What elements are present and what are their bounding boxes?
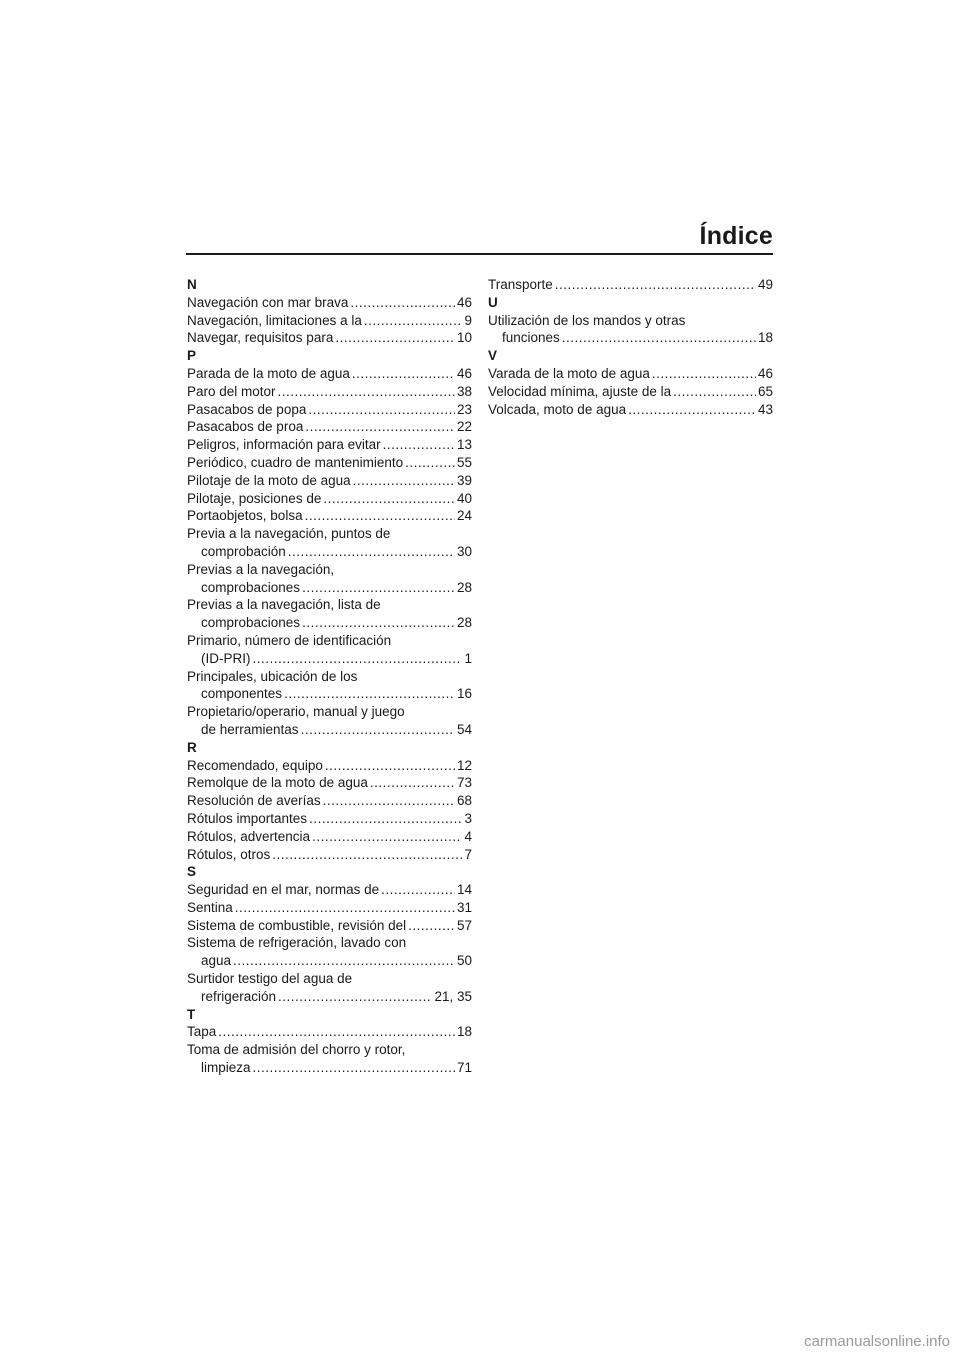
page-number: 55	[456, 454, 472, 470]
index-letter-heading: V	[488, 348, 498, 364]
dot-leader	[562, 329, 756, 347]
dot-leader	[301, 721, 455, 739]
index-entry-line	[187, 828, 472, 846]
index-entry-line	[488, 401, 773, 419]
index-entry-text: Surtidor testigo del agua de	[187, 971, 353, 987]
index-entry	[187, 365, 472, 383]
index-entry-line	[187, 632, 472, 650]
index-entry-text: limpieza	[201, 1060, 251, 1076]
index-entry	[187, 1023, 472, 1041]
dot-leader	[288, 543, 455, 561]
index-entry-text: Periódico, cuadro de mantenimiento	[187, 454, 404, 470]
page-number: 3	[464, 810, 472, 826]
index-entry-text: Velocidad mínima, ajuste de la	[488, 383, 672, 399]
index-entry-line	[187, 881, 472, 899]
dot-leader	[555, 276, 756, 294]
page-number: 22	[456, 419, 472, 435]
dot-leader	[628, 401, 756, 419]
page-number: 43	[757, 401, 773, 417]
index-column-left	[187, 276, 472, 1077]
index-letter-heading: T	[187, 1006, 196, 1022]
index-entry-text: Sistema de combustible, revisión del	[187, 917, 407, 933]
index-entry-line	[187, 365, 472, 383]
index-letter-heading: U	[488, 294, 498, 310]
dot-leader	[278, 383, 455, 401]
index-entry-line	[187, 774, 472, 792]
index-entry-text: comprobación	[201, 543, 286, 559]
page-number: 71	[456, 1060, 472, 1076]
page-number: 24	[456, 508, 472, 524]
dot-leader	[278, 988, 432, 1006]
dot-leader	[381, 881, 455, 899]
index-entry-line	[488, 329, 773, 347]
index-entry	[488, 312, 773, 348]
index-entry-text: Principales, ubicación de los	[187, 668, 358, 684]
index-entry-text: comprobaciones	[201, 615, 301, 631]
page-number: 9	[464, 312, 472, 328]
index-entry	[488, 276, 773, 294]
page-number: 23	[456, 401, 472, 417]
page-number: 21, 35	[434, 988, 472, 1004]
index-entry-text: Previas a la navegación, lista de	[187, 597, 381, 613]
dot-leader	[284, 685, 455, 703]
index-entry-text: de herramientas	[201, 721, 299, 737]
dot-leader	[218, 1023, 455, 1041]
page-number: 46	[456, 365, 472, 381]
index-entry	[187, 846, 472, 864]
index-entry-text: Pilotaje de la moto de agua	[187, 472, 351, 488]
dot-leader	[272, 846, 462, 864]
page-number: 28	[456, 615, 472, 631]
index-entry	[187, 472, 472, 490]
dot-leader	[383, 436, 455, 454]
dot-leader	[305, 507, 455, 525]
index-entry	[187, 418, 472, 436]
index-entry-line	[187, 952, 472, 970]
page-number: 28	[456, 579, 472, 595]
page-number: 10	[456, 330, 472, 346]
index-entry-line	[187, 401, 472, 419]
index-entry-line	[187, 970, 472, 988]
index-entry-line	[187, 650, 472, 668]
index-entry-text: Portaobjetos, bolsa	[187, 508, 303, 524]
dot-leader	[305, 418, 455, 436]
index-entry-line	[187, 312, 472, 330]
dot-leader	[233, 952, 455, 970]
index-entry-line	[187, 454, 472, 472]
index-entry-text: Navegar, requisitos para	[187, 330, 334, 346]
index-entry	[187, 383, 472, 401]
dot-leader	[308, 401, 455, 419]
index-entry	[187, 810, 472, 828]
index-entry	[187, 917, 472, 935]
index-entry-text: Tapa	[187, 1024, 217, 1040]
dot-leader	[353, 472, 455, 490]
title-rule	[186, 253, 773, 255]
index-entry-line	[187, 561, 472, 579]
index-entry-line	[187, 507, 472, 525]
index-entry	[187, 561, 472, 597]
index-entry-line	[187, 1041, 472, 1059]
dot-leader	[370, 774, 455, 792]
index-entry-text: Pasacabos de popa	[187, 401, 307, 417]
index-entry-text: Peligros, información para evitar	[187, 437, 381, 453]
page-number: 68	[456, 793, 472, 809]
index-entry-text: Recomendado, equipo	[187, 757, 323, 773]
index-entry	[187, 507, 472, 525]
index-entry	[187, 828, 472, 846]
index-entry-text: Rótulos, otros	[187, 846, 271, 862]
page-number: 40	[456, 490, 472, 506]
index-entry-line	[187, 899, 472, 917]
page-number: 12	[456, 757, 472, 773]
index-entry-line	[187, 472, 472, 490]
index-entry-text: Propietario/operario, manual y juego	[187, 704, 405, 720]
index-entry-line	[187, 383, 472, 401]
page-number: 54	[456, 721, 472, 737]
index-entry-line	[488, 312, 773, 330]
index-letter-heading: P	[187, 348, 197, 364]
dot-leader	[405, 454, 455, 472]
page-number: 18	[456, 1024, 472, 1040]
index-entry-line	[187, 988, 472, 1006]
index-entry-line	[187, 810, 472, 828]
dot-leader	[323, 490, 455, 508]
index-entry-text: Sentina	[187, 899, 233, 915]
index-entry-text: Rótulos importantes	[187, 810, 308, 826]
index-entry-text: Toma de admisión del chorro y rotor,	[187, 1042, 406, 1058]
dot-leader	[235, 899, 455, 917]
dot-leader	[652, 365, 756, 383]
index-entry-line	[187, 579, 472, 597]
index-entry-line	[187, 490, 472, 508]
page-number: 13	[456, 437, 472, 453]
page-number: 49	[757, 277, 773, 292]
index-entry-text: Utilización de los mandos y otras	[488, 312, 686, 328]
index-entry	[187, 792, 472, 810]
index-entry-text: Sistema de refrigeración, lavado con	[187, 935, 407, 951]
index-entry-line	[488, 365, 773, 383]
index-entry	[187, 490, 472, 508]
page-title: Índice	[699, 222, 773, 250]
page-number: 18	[757, 330, 773, 346]
index-entry-line	[187, 721, 472, 739]
page-number: 7	[464, 846, 472, 862]
index-column-right	[488, 276, 773, 418]
index-entry-line	[187, 329, 472, 347]
dot-leader	[335, 329, 455, 347]
index-entry-line	[187, 846, 472, 864]
index-entry-line	[488, 276, 773, 294]
index-entry-text: Previas a la navegación,	[187, 561, 335, 577]
index-entry-text: Remolque de la moto de agua	[187, 775, 368, 791]
index-entry-line	[187, 525, 472, 543]
index-entry	[187, 1041, 472, 1077]
page-number: 57	[456, 917, 472, 933]
index-entry	[187, 312, 472, 330]
index-letter-heading: S	[187, 864, 197, 880]
index-entry	[488, 401, 773, 419]
page-number: 46	[456, 294, 472, 310]
dot-leader	[673, 383, 756, 401]
page-number: 1	[464, 650, 472, 666]
index-entry-line	[187, 934, 472, 952]
page-number: 4	[464, 828, 472, 844]
index-entry-line	[187, 668, 472, 686]
dot-leader	[408, 917, 455, 935]
index-entry-text: Primario, número de identificación	[187, 632, 392, 648]
dot-leader	[253, 1059, 455, 1077]
page-number: 16	[456, 686, 472, 702]
index-entry	[187, 703, 472, 739]
dot-leader	[302, 614, 455, 632]
index-entry-text: Pasacabos de proa	[187, 419, 304, 435]
index-entry-line	[187, 757, 472, 775]
index-entry-text: agua	[201, 953, 232, 969]
page-number: 73	[456, 775, 472, 791]
dot-leader	[352, 365, 455, 383]
dot-leader	[350, 294, 455, 312]
index-entry-line	[488, 383, 773, 401]
index-entry-text: Navegación, limitaciones a la	[187, 312, 362, 328]
index-entry	[187, 436, 472, 454]
index-entry-text: Transporte	[488, 277, 553, 292]
index-entry	[187, 401, 472, 419]
index-entry-line	[187, 703, 472, 721]
dot-leader	[323, 792, 455, 810]
index-entry-line	[187, 685, 472, 703]
index-entry	[187, 970, 472, 1006]
dot-leader	[302, 579, 455, 597]
index-entry-text: funciones	[502, 330, 560, 346]
index-entry-text: (ID-PRI)	[201, 650, 251, 666]
index-entry-text: comprobaciones	[201, 579, 301, 595]
index-entry	[187, 774, 472, 792]
page-number: 39	[456, 472, 472, 488]
dot-leader	[309, 810, 462, 828]
index-entry	[187, 757, 472, 775]
index-entry	[187, 454, 472, 472]
index-entry-text: Rótulos, advertencia	[187, 828, 311, 844]
index-entry-line	[187, 614, 472, 632]
index-entry-line	[187, 543, 472, 561]
index-entry-text: Previa a la navegación, puntos de	[187, 526, 391, 542]
index-entry-line	[187, 294, 472, 312]
index-entry-text: Navegación con mar brava	[187, 294, 349, 310]
index-entry	[187, 329, 472, 347]
index-entry-line	[187, 1023, 472, 1041]
index-entry-text: Varada de la moto de agua	[488, 365, 650, 381]
index-entry-text: Parada de la moto de agua	[187, 365, 350, 381]
page-number: 31	[456, 899, 472, 915]
index-entry-text: Resolución de averías	[187, 793, 321, 809]
index-entry-line	[187, 917, 472, 935]
index-entry	[187, 668, 472, 704]
page-number: 50	[456, 953, 472, 969]
index-entry	[187, 899, 472, 917]
index-entry	[187, 934, 472, 970]
index-entry-text: Volcada, moto de agua	[488, 401, 627, 417]
index-entry-text: componentes	[201, 686, 283, 702]
index-entry-line	[187, 1059, 472, 1077]
index-entry	[488, 365, 773, 383]
dot-leader	[325, 757, 455, 775]
index-entry-line	[187, 418, 472, 436]
page-number: 30	[456, 543, 472, 559]
index-entry-line	[187, 436, 472, 454]
page-number: 65	[757, 383, 773, 399]
index-entry-text: Pilotaje, posiciones de	[187, 490, 322, 506]
page-number: 46	[757, 365, 773, 381]
dot-leader	[312, 828, 462, 846]
index-entry-text: Paro del motor	[187, 383, 276, 399]
watermark: carmanualsonline.info	[804, 1333, 950, 1350]
index-letter-heading: R	[187, 739, 197, 755]
index-entry	[488, 383, 773, 401]
index-entry-text: Seguridad en el mar, normas de	[187, 882, 380, 898]
index-entry	[187, 294, 472, 312]
page-number: 38	[456, 383, 472, 399]
index-entry-line	[187, 792, 472, 810]
index-entry	[187, 632, 472, 668]
dot-leader	[253, 650, 463, 668]
index-letter-heading: N	[187, 277, 197, 292]
index-entry	[187, 881, 472, 899]
index-entry-line	[187, 596, 472, 614]
page-number: 14	[456, 882, 472, 898]
dot-leader	[364, 312, 463, 330]
index-entry	[187, 596, 472, 632]
index-entry	[187, 525, 472, 561]
index-entry-text: refrigeración	[201, 988, 277, 1004]
